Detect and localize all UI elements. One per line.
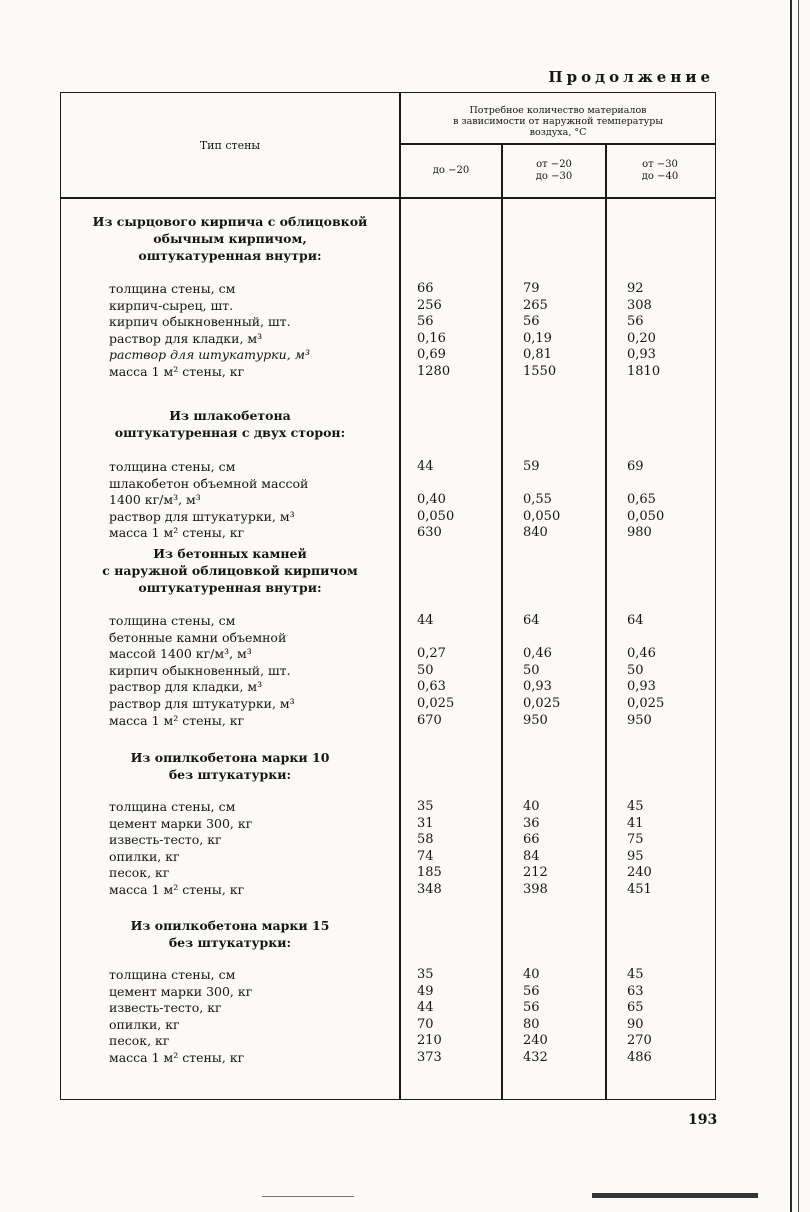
row-label: толщина стены, см <box>109 281 236 296</box>
cell-value-col-2: 80 <box>523 1016 540 1032</box>
row-label: масса 1 м² стены, кг <box>109 1050 245 1065</box>
row-label: шлакобетон объемной массой <box>109 475 309 491</box>
row-label: раствор для штукатурки, м³ <box>109 696 295 711</box>
cell-value-col-2: 432 <box>523 1050 548 1065</box>
row-label: известь-тесто, кг <box>109 1000 222 1016</box>
header-divider <box>399 143 715 145</box>
cell-value-col-3: 0,93 <box>627 679 656 695</box>
cell-value-col-2: 56 <box>523 314 540 330</box>
footer-rule <box>592 1193 758 1198</box>
row-label: кирпич-сырец, шт. <box>109 297 234 313</box>
cell-value-col-2: 0,55 <box>523 492 552 508</box>
cell-value-col-3: 63 <box>627 983 644 999</box>
row-label: масса 1 м² стены, кг <box>109 882 245 897</box>
cell-value-col-1: 0,050 <box>417 508 455 524</box>
section-title: Из опилкобетона марки 15 без штукатурки: <box>130 918 330 950</box>
cell-value-col-3: 270 <box>627 1033 652 1049</box>
cell-value-col-2: 0,46 <box>523 646 552 662</box>
cell-value-col-1: 0,025 <box>417 696 455 711</box>
row-label: кирпич обыкновенный, шт. <box>109 662 291 678</box>
footer-rule <box>262 1196 354 1197</box>
cell-value-col-1: 0,16 <box>417 330 446 346</box>
row-label: опилки, кг <box>109 1016 180 1032</box>
cell-value-col-1: 1280 <box>417 364 451 379</box>
cell-value-col-1: 373 <box>417 1050 442 1065</box>
row-label: опилки, кг <box>109 848 180 864</box>
cell-value-col-3: 64 <box>627 613 644 628</box>
cell-value-col-3: 90 <box>627 1016 644 1032</box>
cell-value-col-1: 0,40 <box>417 492 446 508</box>
cell-value-col-2: 0,19 <box>523 330 552 346</box>
cell-value-col-3: 0,65 <box>627 492 656 508</box>
section-title: Из бетонных камней с наружной облицовкой кирпичом оштукатуренная внутри: <box>102 546 358 595</box>
row-label: цемент марки 300, кг <box>109 815 253 831</box>
row-label: раствор для штукатурки, м³ <box>109 508 295 524</box>
cell-value-col-3: 308 <box>627 297 652 313</box>
cell-value-col-1: 44 <box>417 459 434 474</box>
cell-value-col-2: 950 <box>523 712 548 728</box>
cell-value-col-2: 212 <box>523 865 548 881</box>
header-col-1: до −20 <box>432 165 470 176</box>
header-bottom-rule <box>61 197 715 199</box>
cell-value-col-1: 256 <box>417 297 442 313</box>
cell-value-col-3: 56 <box>627 314 644 330</box>
cell-value-col-2: 0,050 <box>523 508 561 524</box>
cell-value-col-2: 56 <box>523 983 540 999</box>
row-label: бетонные камни объемной <box>109 629 287 645</box>
cell-value-col-1: 35 <box>417 799 434 814</box>
cell-value-col-3: 0,20 <box>627 330 656 346</box>
header-needed-materials: Потребное количество материалов в зависимости от наружной температуры воздуха, °С <box>453 104 663 138</box>
section-title: Из сырцового кирпича с облицовкой обычным кирпичом, оштукатуренная внутри: <box>92 214 368 263</box>
cell-value-col-2: 36 <box>523 815 540 831</box>
header-col-2: от −20 до −30 <box>535 159 573 182</box>
row-label: цемент марки 300, кг <box>109 983 253 999</box>
column-divider <box>399 93 401 1099</box>
cell-value-col-3: 1810 <box>627 364 661 379</box>
row-label: масса 1 м² стены, кг <box>109 364 245 379</box>
cell-value-col-3: 75 <box>627 832 644 848</box>
cell-value-col-1: 210 <box>417 1033 442 1049</box>
cell-value-col-1: 58 <box>417 832 434 848</box>
cell-value-col-2: 0,025 <box>523 696 561 711</box>
cell-value-col-2: 66 <box>523 832 540 848</box>
cell-value-col-3: 95 <box>627 848 644 864</box>
row-label: толщина стены, см <box>109 613 236 628</box>
cell-value-col-3: 45 <box>627 967 644 982</box>
cell-value-col-1: 0,63 <box>417 679 446 695</box>
cell-value-col-1: 70 <box>417 1016 434 1032</box>
cell-value-col-2: 0,81 <box>523 347 552 363</box>
cell-value-col-1: 56 <box>417 314 434 330</box>
cell-value-col-3: 45 <box>627 799 644 814</box>
materials-table <box>60 92 716 1100</box>
header-col-3: от −30 до −40 <box>641 159 679 182</box>
cell-value-col-1: 0,27 <box>417 646 446 662</box>
cell-value-col-2: 265 <box>523 297 548 313</box>
cell-value-col-1: 35 <box>417 967 434 982</box>
cell-value-col-3: 0,46 <box>627 646 656 662</box>
row-label: кирпич обыкновенный, шт. <box>109 314 291 330</box>
cell-value-col-2: 398 <box>523 882 548 897</box>
cell-value-col-2: 0,93 <box>523 679 552 695</box>
row-label: известь-тесто, кг <box>109 832 222 848</box>
cell-value-col-2: 56 <box>523 1000 540 1016</box>
row-label: 1400 кг/м³, м³ <box>109 492 201 508</box>
cell-value-col-2: 40 <box>523 967 540 982</box>
cell-value-col-3: 50 <box>627 662 644 678</box>
cell-value-col-1: 44 <box>417 1000 434 1016</box>
cell-value-col-1: 31 <box>417 815 434 831</box>
section-title: Из опилкобетона марки 10 без штукатурки: <box>130 750 330 782</box>
page-number: 193 <box>688 1112 718 1128</box>
cell-value-col-1: 185 <box>417 865 442 881</box>
cell-value-col-3: 950 <box>627 712 652 728</box>
section-title: Из шлакобетона оштукатуренная с двух сторон: <box>114 408 346 440</box>
row-label: масса 1 м² стены, кг <box>109 712 245 728</box>
cell-value-col-2: 50 <box>523 662 540 678</box>
cell-value-col-2: 84 <box>523 848 540 864</box>
cell-value-col-3: 486 <box>627 1050 652 1065</box>
row-label: толщина стены, см <box>109 459 236 474</box>
cell-value-col-3: 0,93 <box>627 347 656 363</box>
cell-value-col-3: 65 <box>627 1000 644 1016</box>
row-label: толщина стены, см <box>109 967 236 982</box>
cell-value-col-2: 40 <box>523 799 540 814</box>
cell-value-col-2: 240 <box>523 1033 548 1049</box>
cell-value-col-3: 69 <box>627 459 644 474</box>
cell-value-col-1: 0,69 <box>417 347 446 363</box>
row-label: песок, кг <box>109 1033 170 1049</box>
cell-value-col-3: 980 <box>627 525 652 541</box>
scan-edge-line <box>798 0 799 1212</box>
cell-value-col-1: 670 <box>417 712 442 728</box>
cell-value-col-1: 630 <box>417 525 442 541</box>
cell-value-col-2: 79 <box>523 281 540 296</box>
row-label: массой 1400 кг/м³, м³ <box>109 646 252 662</box>
cell-value-col-1: 66 <box>417 281 434 296</box>
cell-value-col-3: 451 <box>627 882 652 897</box>
row-label: песок, кг <box>109 865 170 881</box>
cell-value-col-2: 840 <box>523 525 548 541</box>
scan-edge-line <box>790 0 792 1212</box>
cell-value-col-3: 41 <box>627 815 644 831</box>
cell-value-col-1: 44 <box>417 613 434 628</box>
row-label: раствор для кладки, м³ <box>109 330 263 346</box>
cell-value-col-3: 0,025 <box>627 696 665 711</box>
cell-value-col-2: 1550 <box>523 364 557 379</box>
column-divider <box>605 145 607 1099</box>
cell-value-col-2: 64 <box>523 613 540 628</box>
cell-value-col-1: 49 <box>417 983 434 999</box>
cell-value-col-1: 74 <box>417 848 434 864</box>
cell-value-col-3: 0,050 <box>627 508 665 524</box>
row-label: раствор для кладки, м³ <box>109 679 263 695</box>
continued-label: Продолжение <box>548 68 714 86</box>
row-label: масса 1 м² стены, кг <box>109 525 245 541</box>
row-label: раствор для штукатурки, м³ <box>109 347 311 363</box>
cell-value-col-3: 240 <box>627 865 652 881</box>
column-divider <box>501 145 503 1099</box>
row-label: толщина стены, см <box>109 799 236 814</box>
cell-value-col-2: 59 <box>523 459 540 474</box>
cell-value-col-1: 50 <box>417 662 434 678</box>
cell-value-col-3: 92 <box>627 281 644 296</box>
cell-value-col-1: 348 <box>417 882 442 897</box>
header-wall-type: Тип стены <box>199 138 261 152</box>
